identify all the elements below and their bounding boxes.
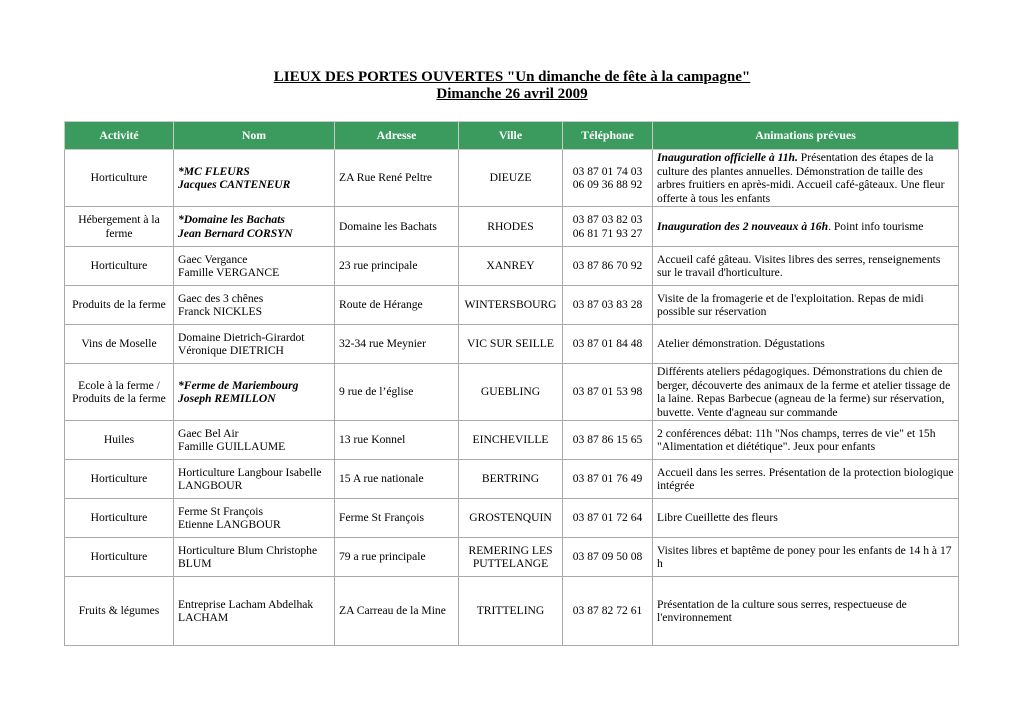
cell-telephone [563,499,653,538]
cell-nom [174,207,335,247]
cell-animations [653,325,959,364]
cell-nom [174,286,335,325]
phone-2: 06 81 71 93 27 [572,226,643,240]
cell-activite: Horticulture [65,499,174,538]
nom-line-1: *MC FLEURS [178,164,250,178]
cell-animations [653,577,959,646]
nom-line-2: Jean Bernard CORSYN [178,226,293,240]
cell-telephone [563,207,653,247]
table-row [65,286,959,325]
animation-text: Atelier démonstration. Dégustations [657,337,825,351]
nom-line-1: Gaec Bel Air [178,426,239,440]
table-row [65,247,959,286]
animation-text: Différents ateliers pédagogiques. Démonstrations du chien de berger, découverte des animaux de la ferme et atelier tissage de la laine. Repas Barbecue (agneau de la ferme) sur réservation, buvette. Vente d'agneau sur commande [657,365,951,419]
phone-1: 03 87 01 53 98 [572,385,643,399]
cell-animations [653,499,959,538]
animation-highlight: Inauguration officielle à 11h. [657,151,798,164]
table-row [65,577,959,646]
cell-activite: Huiles [65,421,174,460]
header-activite: Activité [65,122,174,150]
cell-telephone [563,150,653,207]
cell-animations [653,207,959,247]
cell-nom [174,460,335,499]
header-nom: Nom [174,122,335,150]
cell-animations [653,286,959,325]
nom-line-2: Jacques CANTENEUR [178,178,291,191]
animation-text: Accueil café gâteau. Visites libres des serres, renseignements sur le travail d'horticulture. [657,252,941,279]
animation-text: Visite de la fromagerie et de l'exploitation. Repas de midi possible sur réservation [657,291,924,318]
cell-telephone [563,538,653,577]
nom-line-2: LANGBOUR [178,479,243,492]
animation-text: Présentation de la culture sous serres, respectueuse de l'environnement [657,597,907,624]
animation-text: Libre Cueillette des fleurs [657,511,778,525]
cell-telephone [563,247,653,286]
cell-adresse: Ferme St François [335,499,459,538]
cell-nom [174,247,335,286]
cell-telephone [563,577,653,646]
cell-nom [174,499,335,538]
phone-1: 03 87 09 50 08 [572,550,643,564]
cell-adresse: 79 a rue principale [335,538,459,577]
table-row [65,364,959,421]
cell-nom [174,364,335,421]
cell-ville: WINTERSBOURG [459,286,563,325]
nom-line-2: Famille VERGANCE [178,266,280,279]
cell-adresse: Route de Hérange [335,286,459,325]
nom-line-1: *Domaine les Bachats [178,213,285,226]
open-farms-table [64,121,959,646]
table-row [65,325,959,364]
cell-activite: Produits de la ferme [65,286,174,325]
cell-adresse: 13 rue Konnel [335,421,459,460]
nom-line-2: Joseph REMILLON [178,392,276,405]
cell-telephone [563,325,653,364]
cell-ville: RHODES [459,207,563,247]
cell-telephone [563,460,653,499]
phone-1: 03 87 01 74 03 [572,164,643,178]
nom-line-1: *Ferme de Mariembourg [178,378,299,392]
nom-line-1: Ferme St François [178,504,264,518]
cell-ville: REMERING LES PUTTELANGE [459,538,563,577]
nom-line-2: Véronique DIETRICH [178,344,284,357]
table-row [65,499,959,538]
cell-nom [174,421,335,460]
cell-ville: XANREY [459,247,563,286]
animation-highlight: Inauguration des 2 nouveaux à 16h [657,219,829,233]
cell-ville: DIEUZE [459,150,563,207]
table-row [65,460,959,499]
phone-1: 03 87 01 76 49 [572,472,643,486]
cell-ville: BERTRING [459,460,563,499]
cell-adresse: Domaine les Bachats [335,207,459,247]
table-row [65,207,959,247]
cell-adresse: 23 rue principale [335,247,459,286]
animation-text: . Point info tourisme [828,219,924,233]
cell-activite: Fruits & légumes [65,577,174,646]
phone-1: 03 87 03 82 03 [572,213,643,226]
cell-nom [174,577,335,646]
phone-1: 03 87 01 72 64 [572,511,643,525]
cell-nom [174,538,335,577]
nom-line-1: Horticulture Langbour Isabelle [178,465,322,479]
cell-ville: TRITTELING [459,577,563,646]
header-animations: Animations prévues [653,122,959,150]
animation-text: Accueil dans les serres. Présentation de la protection biologique intégrée [657,465,954,492]
phone-1: 03 87 86 70 92 [572,259,643,273]
cell-adresse: ZA Carreau de la Mine [335,577,459,646]
cell-activite: Hébergement à la ferme [65,207,174,247]
nom-line-2: Franck NICKLES [178,305,263,318]
header-adresse: Adresse [335,122,459,150]
cell-activite: Horticulture [65,538,174,577]
table-header-row [65,122,959,150]
cell-activite: Vins de Moselle [65,325,174,364]
cell-ville: VIC SUR SEILLE [459,325,563,364]
cell-ville: GUEBLING [459,364,563,421]
nom-line-1: Domaine Dietrich-Girardot [178,330,305,344]
cell-adresse: ZA Rue René Peltre [335,150,459,207]
cell-activite: Horticulture [65,460,174,499]
header-telephone: Téléphone [563,122,653,150]
cell-nom [174,150,335,207]
phone-1: 03 87 01 84 48 [572,337,643,351]
cell-animations [653,538,959,577]
title-line-2: Dimanche 26 avril 2009 [436,86,588,102]
title-line-1: LIEUX DES PORTES OUVERTES "Un dimanche de fête à la campagne" [273,69,751,85]
cell-telephone [563,286,653,325]
nom-line-1: Horticulture Blum Christophe [178,543,318,557]
table-row [65,538,959,577]
cell-telephone [563,364,653,421]
cell-ville: EINCHEVILLE [459,421,563,460]
cell-activite: Horticulture [65,247,174,286]
nom-line-2: Famille GUILLAUME [178,440,286,453]
cell-adresse: 9 rue de l’église [335,364,459,421]
phone-1: 03 87 86 15 65 [572,433,643,447]
cell-ville: GROSTENQUIN [459,499,563,538]
table-row [65,421,959,460]
nom-line-1: Gaec Vergance [178,252,248,266]
cell-animations [653,364,959,421]
page-title [0,69,1024,103]
cell-animations [653,150,959,207]
animation-text: 2 conférences débat: 11h "Nos champs, terres de vie" et 15h "Alimentation et diététique". Jeux pour enfants [657,426,936,453]
cell-activite: Ecole à la ferme / Produits de la ferme [65,364,174,421]
phone-2: 06 09 36 88 92 [572,178,643,191]
cell-activite: Horticulture [65,150,174,207]
cell-animations [653,247,959,286]
header-ville: Ville [459,122,563,150]
nom-line-2: BLUM [178,557,212,570]
animation-text: Visites libres et baptême de poney pour les enfants de 14 h à 17 h [657,543,952,570]
phone-1: 03 87 03 83 28 [572,298,643,312]
cell-animations [653,460,959,499]
nom-line-1: Gaec des 3 chênes [178,291,264,305]
cell-adresse: 15 A rue nationale [335,460,459,499]
cell-nom [174,325,335,364]
cell-animations [653,421,959,460]
nom-line-2: Etienne LANGBOUR [178,518,281,531]
phone-1: 03 87 82 72 61 [572,604,643,618]
cell-adresse: 32-34 rue Meynier [335,325,459,364]
nom-line-2: LACHAM [178,611,229,624]
table-row [65,150,959,207]
nom-line-1: Entreprise Lacham Abdelhak [178,597,314,611]
animation-text: Présentation des étapes de la culture des plantes annuelles. Démonstration de taille des arbres fruitiers en après-midi. Accueil café-gâteaux. Une fleur offerte à tous les enfants [657,151,945,205]
cell-telephone [563,421,653,460]
